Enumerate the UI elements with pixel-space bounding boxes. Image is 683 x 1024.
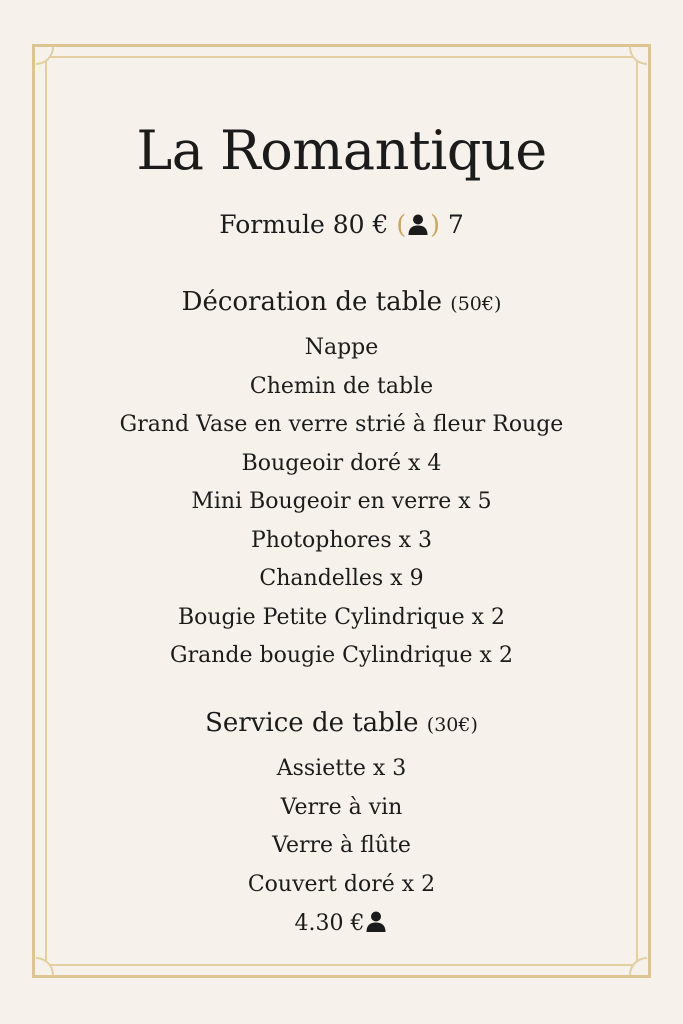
service-list (56, 750, 627, 904)
decoration-list (56, 329, 627, 676)
person-icon (406, 212, 430, 236)
section-title-service (56, 703, 627, 745)
formule-price: 80 € (332, 210, 389, 239)
page-title: La Romantique (136, 119, 547, 182)
list-item: Chemin de table (249, 373, 434, 399)
list-item: Photophores x 3 (250, 527, 433, 553)
list-item: Mini Bougeoir en verre x 5 (191, 489, 492, 514)
list-item: Verre à vin (280, 794, 403, 820)
per-person-value: 4.30 € (294, 911, 365, 936)
list-item: Chandelles x 9 (259, 566, 424, 591)
list-item: Verre à flûte (272, 833, 411, 858)
list-item: Grande bougie Cylindrique x 2 (170, 643, 513, 668)
per-person-price (56, 904, 627, 944)
section-title-text: Service de table (205, 708, 419, 738)
list-item: Nappe (304, 335, 379, 360)
section-title-text: Décoration de table (181, 287, 443, 317)
section-price: (50€) (450, 293, 502, 315)
list-item: Assiette x 3 (276, 756, 407, 781)
list-item: Couvert doré x 2 (247, 871, 436, 897)
formule-line (56, 205, 627, 245)
list-item: Bougeoir doré x 4 (241, 450, 442, 476)
paren-open: ( (396, 210, 407, 239)
paren-close: ) (430, 210, 440, 239)
person-icon (364, 909, 388, 933)
section-price: (30€) (426, 714, 478, 736)
section-title-decoration (56, 282, 627, 324)
list-item: Grand Vase en verre strié à fleur Rouge (119, 412, 564, 437)
guests-count: 7 (447, 210, 464, 239)
formule-label: Formule (219, 210, 325, 239)
list-item: Bougie Petite Cylindrique x 2 (177, 604, 506, 630)
